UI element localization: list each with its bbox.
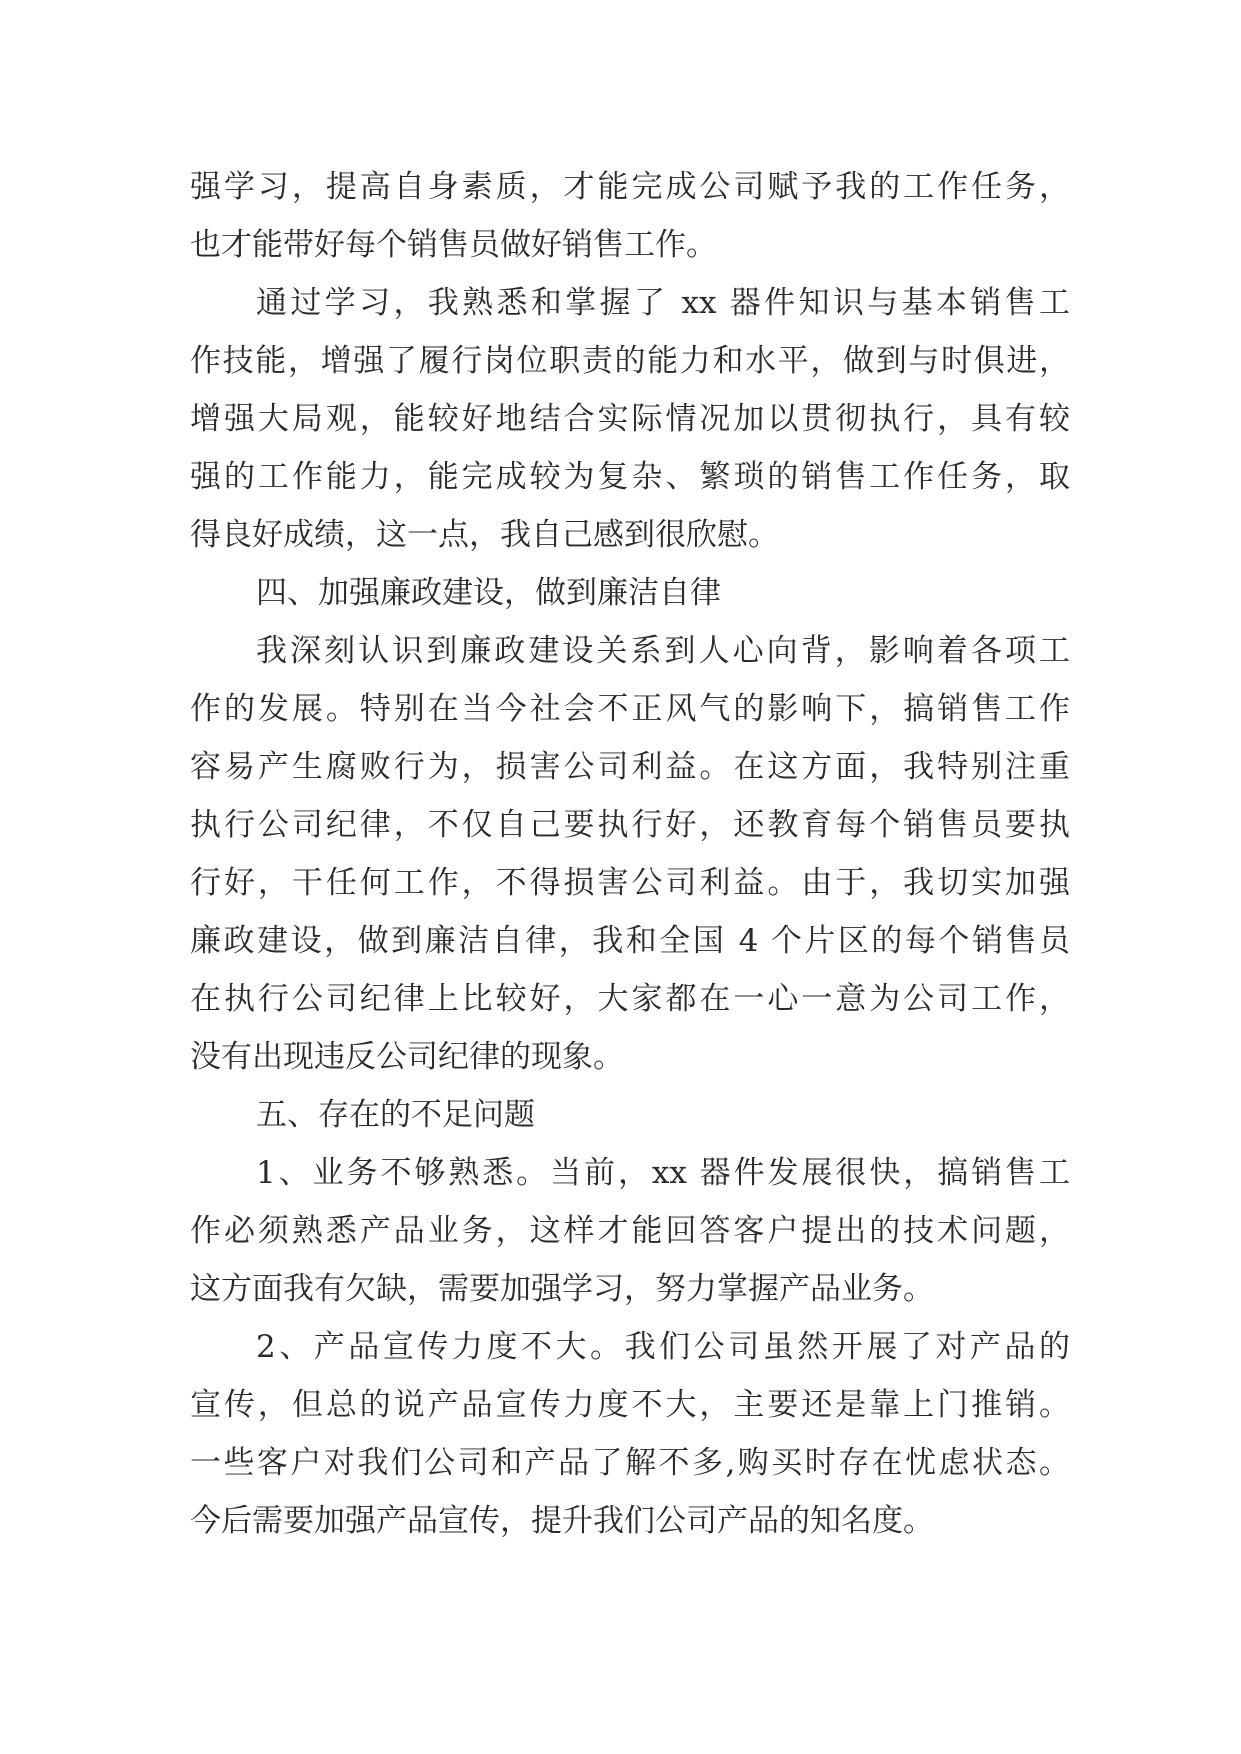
text-line: 宣传，但总的说产品宣传力度不大，主要还是靠上门推销。: [190, 1387, 1070, 1423]
text-line: 今后需要加强产品宣传，提升我们公司产品的知名度。: [190, 1503, 934, 1539]
text-line: 增强大局观，能较好地结合实际情况加以贯彻执行，具有较: [190, 401, 1070, 437]
text-line: 执行公司纪律，不仅自己要执行好，还教育每个销售员要执: [190, 807, 1070, 843]
section-heading: 四、加强廉政建设，做到廉洁自律: [256, 575, 721, 611]
text-line: 强的工作能力，能完成较为复杂、繁琐的销售工作任务，取: [190, 459, 1070, 495]
text-line: 作的发展。特别在当今社会不正风气的影响下，搞销售工作: [190, 691, 1070, 727]
paragraph-start-line: 1、业务不够熟悉。当前，xx 器件发展很快，搞销售工: [256, 1155, 1070, 1191]
text-line: 容易产生腐败行为，损害公司利益。在这方面，我特别注重: [190, 749, 1070, 785]
text-line: 廉政建设，做到廉洁自律，我和全国 4 个片区的每个销售员: [190, 923, 1070, 959]
text-line: 作必须熟悉产品业务，这样才能回答客户提出的技术问题，: [190, 1213, 1070, 1249]
text-line: 强学习，提高自身素质，才能完成公司赋予我的工作任务，: [190, 169, 1070, 205]
text-line: 一些客户对我们公司和产品了解不多,购买时存在忧虑状态。: [190, 1445, 1070, 1481]
paragraph-start-line: 2、产品宣传力度不大。我们公司虽然开展了对产品的: [256, 1329, 1070, 1365]
paragraph-start-line: 通过学习，我熟悉和掌握了 xx 器件知识与基本销售工: [256, 285, 1070, 321]
text-line: 没有出现违反公司纪律的现象。: [190, 1039, 624, 1075]
text-line: 得良好成绩，这一点，我自己感到很欣慰。: [190, 517, 779, 553]
paragraph-start-line: 我深刻认识到廉政建设关系到人心向背，影响着各项工: [256, 633, 1070, 669]
text-line: 行好，干任何工作，不得损害公司利益。由于，我切实加强: [190, 865, 1070, 901]
document-body: [190, 158, 1070, 1550]
text-line: 在执行公司纪律上比较好，大家都在一心一意为公司工作，: [190, 981, 1070, 1017]
text-line: 这方面我有欠缺，需要加强学习，努力掌握产品业务。: [190, 1271, 934, 1307]
text-line: 也才能带好每个销售员做好销售工作。: [190, 227, 717, 263]
section-heading: 五、存在的不足问题: [256, 1097, 535, 1133]
text-line: 作技能，增强了履行岗位职责的能力和水平，做到与时俱进，: [190, 343, 1070, 379]
